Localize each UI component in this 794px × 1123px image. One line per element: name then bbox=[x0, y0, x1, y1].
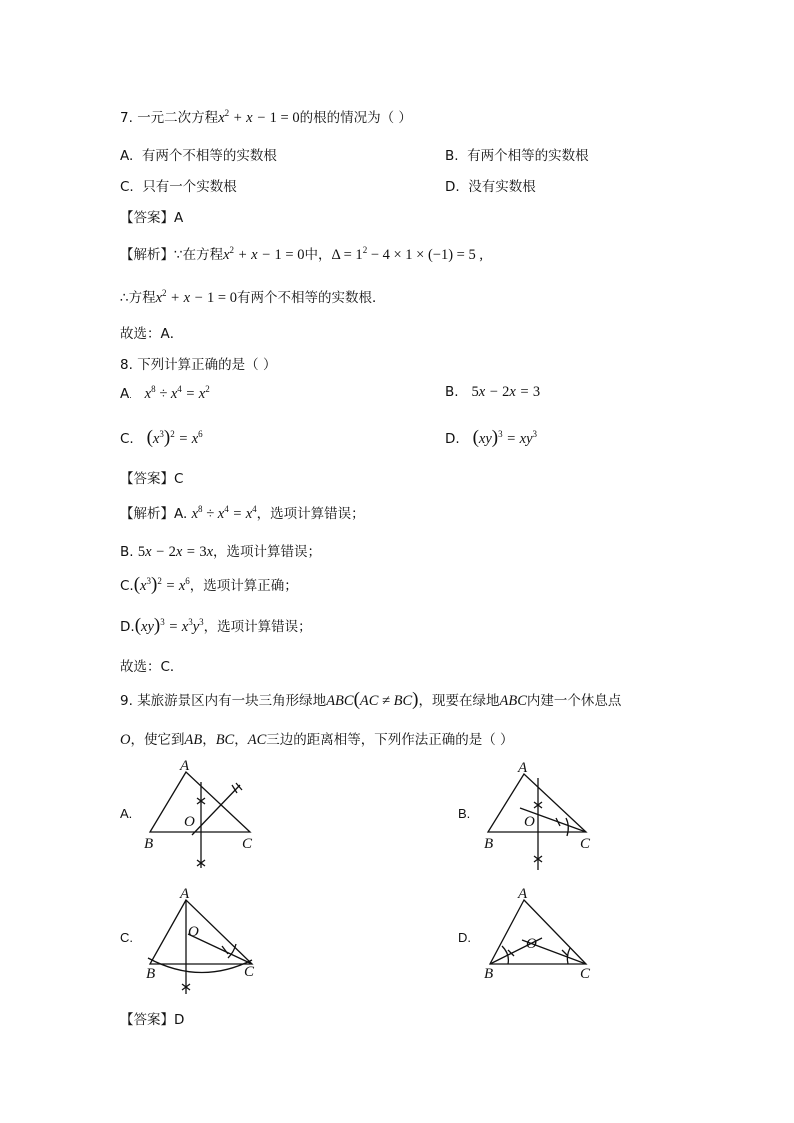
q8-analysis-a: 【解析】A. $x^8 \div x^4 = x^4$，选项计算错误； bbox=[120, 504, 365, 522]
svg-text:O: O bbox=[184, 814, 195, 830]
q8-option-b: B. 5x − 2x = 3 bbox=[445, 384, 541, 400]
svg-text:C: C bbox=[580, 836, 591, 852]
svg-text:B: B bbox=[484, 836, 494, 852]
svg-text:C: C bbox=[580, 966, 591, 982]
q9-option-a-label: A. bbox=[120, 806, 133, 821]
q7-option-d: D. 没有实数根 bbox=[445, 179, 536, 195]
q7-number: 7. bbox=[120, 110, 133, 126]
svg-text:O: O bbox=[524, 814, 535, 830]
q7-analysis-2: ∴方程$x^2 + x - 1 = 0$有两个不相等的实数根． bbox=[120, 288, 386, 306]
q9-figure-d bbox=[480, 886, 610, 998]
q9-option-c-label: C. bbox=[120, 930, 133, 945]
q9-answer: 【答案】D bbox=[120, 1012, 185, 1028]
q7-analysis-1: 【解析】∵在方程$x^2 + x - 1 = 0$中，$\Delta = 1^2 - 4 \times 1 \times (-1) = 5$ , bbox=[120, 245, 483, 263]
svg-text:O: O bbox=[188, 924, 199, 940]
svg-text:C: C bbox=[244, 964, 255, 980]
q7-stem bbox=[120, 106, 412, 127]
q7-discriminant: $\Delta = 1^2 - 4 \times 1 \times (-1) = 5$ , bbox=[331, 245, 483, 263]
q8-analysis-b: B. 5x − 2x = 3x，选项计算错误； bbox=[120, 544, 322, 560]
q9-figure-b bbox=[480, 760, 610, 870]
q7-option-c: C. 只有一个实数根 bbox=[120, 179, 237, 195]
q8-analysis-c: $C.(x^3)^2 = x^6$，选项计算正确； bbox=[120, 574, 298, 595]
q8-stem: 8. 下列计算正确的是（ ） bbox=[120, 357, 277, 373]
q8-option-d: D. $(xy)^3 = xy^3$ bbox=[445, 427, 537, 448]
q7-stem-text-end: 的根的情况为（ ） bbox=[299, 110, 412, 126]
q9-stem-line-1: 9. 某旅游景区内有一块三角形绿地ABC(AC ≠ BC)，现要在绿地ABC内建一个休息点 bbox=[120, 689, 622, 710]
svg-text:B: B bbox=[146, 966, 156, 982]
q9-stem-line-2: O，使它到AB，BC，AC三边的距离相等，下列作法正确的是（ ） bbox=[120, 732, 514, 748]
q8-option-c: C. $(x^3)^2 = x^6$ bbox=[120, 427, 203, 448]
answer-tag: 【答案】 bbox=[120, 210, 174, 226]
q8-option-a: A. $x^8 \div x^4 = x^2$ bbox=[120, 384, 210, 402]
svg-text:B: B bbox=[144, 836, 154, 852]
q9-option-d-label: D. bbox=[458, 930, 471, 945]
q7-stem-text: 一元二次方程 bbox=[137, 110, 219, 126]
answer-value: A bbox=[174, 210, 184, 226]
q7-conclusion: 故选：A． bbox=[120, 326, 184, 342]
svg-text:A: A bbox=[518, 886, 528, 902]
q8-conclusion: 故选：C． bbox=[120, 659, 184, 675]
q9-figure-a bbox=[140, 760, 270, 870]
svg-text:B: B bbox=[484, 966, 494, 982]
q7-option-a: A. 有两个不相等的实数根 bbox=[120, 148, 277, 164]
svg-text:O: O bbox=[526, 936, 537, 952]
svg-text:A: A bbox=[180, 886, 190, 902]
q7-answer bbox=[120, 206, 183, 226]
q7-equation: $x^2 + x - 1 = 0$ bbox=[218, 108, 300, 126]
q8-answer: 【答案】C bbox=[120, 471, 184, 487]
q9-option-b-label: B. bbox=[458, 806, 471, 821]
q7-option-b: B. 有两个相等的实数根 bbox=[445, 148, 589, 164]
analysis-tag: 【解析】 bbox=[120, 247, 174, 263]
svg-text:A: A bbox=[518, 760, 528, 776]
q8-analysis-d: $D.(xy)^3 = x^3y^3$，选项计算错误； bbox=[120, 615, 312, 636]
svg-text:C: C bbox=[242, 836, 253, 852]
q9-figure-c bbox=[140, 886, 270, 998]
svg-text:A: A bbox=[180, 760, 190, 774]
